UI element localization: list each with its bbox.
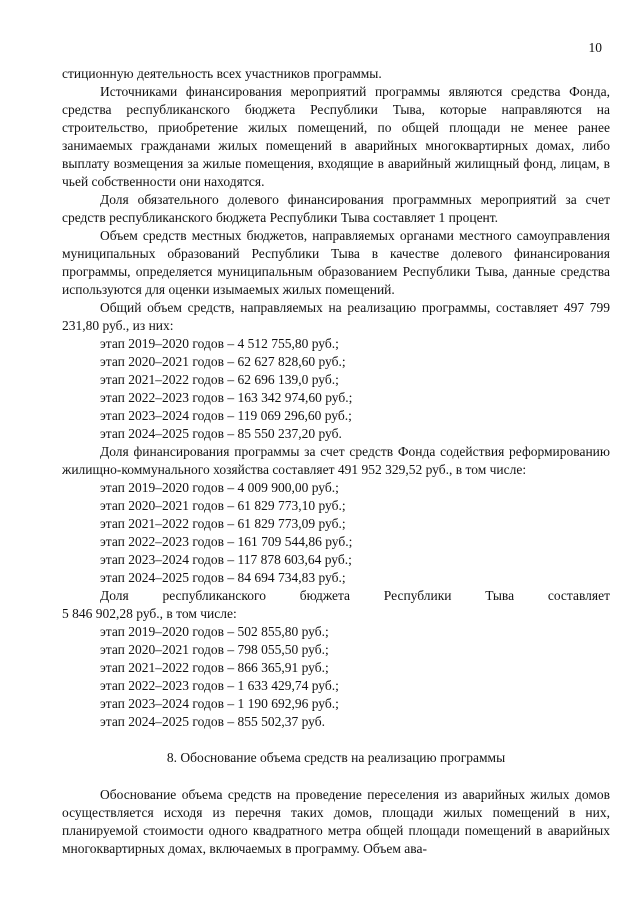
paragraph-fund-share: Доля финансирования программы за счет средств Фонда содействия реформированию жилищно-коммунального хозяйства составляет 491 952 329,52 руб., в том числе:	[62, 444, 610, 477]
stage-fund-line: этап 2022–2023 годов – 161 709 544,86 руб.;	[100, 534, 353, 549]
paragraph-republic-share-line2: 5 846 902,28 руб., в том числе:	[62, 606, 237, 621]
stage-republic-line: этап 2021–2022 годов – 866 365,91 руб.;	[100, 660, 329, 675]
stage-republic-line: этап 2020–2021 годов – 798 055,50 руб.;	[100, 642, 329, 657]
section-heading: 8. Обоснование объема средств на реализацию программы	[166, 750, 506, 765]
page-content	[62, 65, 610, 858]
paragraph-total-volume: Общий объем средств, направляемых на реализацию программы, составляет 497 799 231,80 руб., из них:	[62, 300, 610, 333]
paragraph-justification: Обоснование объема средств на проведение переселения из аварийных жилых домов осуществляется исходя из перечня таких домов, площади жилых помещений в них, планируемой стоимости одного квадратного метра общей площади помещений в аварийных многоквартирных домах, включаемых в программу. Объем ава-	[62, 787, 610, 856]
stage-republic-line: этап 2022–2023 годов – 1 633 429,74 руб.;	[100, 678, 339, 693]
paragraph-republic-share-line1: Доля республиканского бюджета Республики Тыва составляет	[100, 588, 610, 603]
stage-fund-line: этап 2024–2025 годов – 84 694 734,83 руб.;	[100, 570, 346, 585]
stage-fund-line: этап 2023–2024 годов – 117 878 603,64 руб.;	[100, 552, 352, 567]
stage-fund-line: этап 2020–2021 годов – 61 829 773,10 руб.;	[100, 498, 346, 513]
paragraph-local-budgets: Объем средств местных бюджетов, направляемых органами местного самоуправления муниципальных образований Республики Тыва в качестве долевого финансирования программы, определяется муниципальным образованием Республики Тыва, данные средства используются для оценки изымаемых жилых помещений.	[62, 228, 610, 297]
stage-total-line: этап 2024–2025 годов – 85 550 237,20 руб.	[100, 426, 342, 441]
stage-fund-line: этап 2019–2020 годов – 4 009 900,00 руб.;	[100, 480, 339, 495]
paragraph-cofinancing-share: Доля обязательного долевого финансирования программных мероприятий за счет средств республиканского бюджета Республики Тыва составляет 1 процент.	[62, 192, 610, 225]
stage-total-line: этап 2021–2022 годов – 62 696 139,0 руб.;	[100, 372, 339, 387]
stage-total-line: этап 2023–2024 годов – 119 069 296,60 руб.;	[100, 408, 352, 423]
stage-fund-line: этап 2021–2022 годов – 61 829 773,09 руб.;	[100, 516, 346, 531]
page-number: 10	[588, 40, 602, 55]
stage-republic-line: этап 2024–2025 годов – 855 502,37 руб.	[100, 714, 325, 729]
stage-republic-line: этап 2019–2020 годов – 502 855,80 руб.;	[100, 624, 329, 639]
paragraph-funding-sources: Источниками финансирования мероприятий программы являются средства Фонда, средства республиканского бюджета Республики Тыва, которые направляются на строительство, приобретение жилых помещений, по общей площади не менее ранее занимаемых гражданами жилых помещений в аварийных многоквартирных домах, либо выплату возмещения за жилые помещения, входящие в аварийный жилищный фонд, лицам, в чьей собственности они находятся.	[62, 84, 610, 189]
paragraph-continuation: стиционную деятельность всех участников программы.	[62, 66, 382, 81]
stage-republic-line: этап 2023–2024 годов – 1 190 692,96 руб.;	[100, 696, 339, 711]
stage-total-line: этап 2019–2020 годов – 4 512 755,80 руб.;	[100, 336, 339, 351]
stage-total-line: этап 2020–2021 годов – 62 627 828,60 руб.;	[100, 354, 346, 369]
stage-total-line: этап 2022–2023 годов – 163 342 974,60 руб.;	[100, 390, 353, 405]
